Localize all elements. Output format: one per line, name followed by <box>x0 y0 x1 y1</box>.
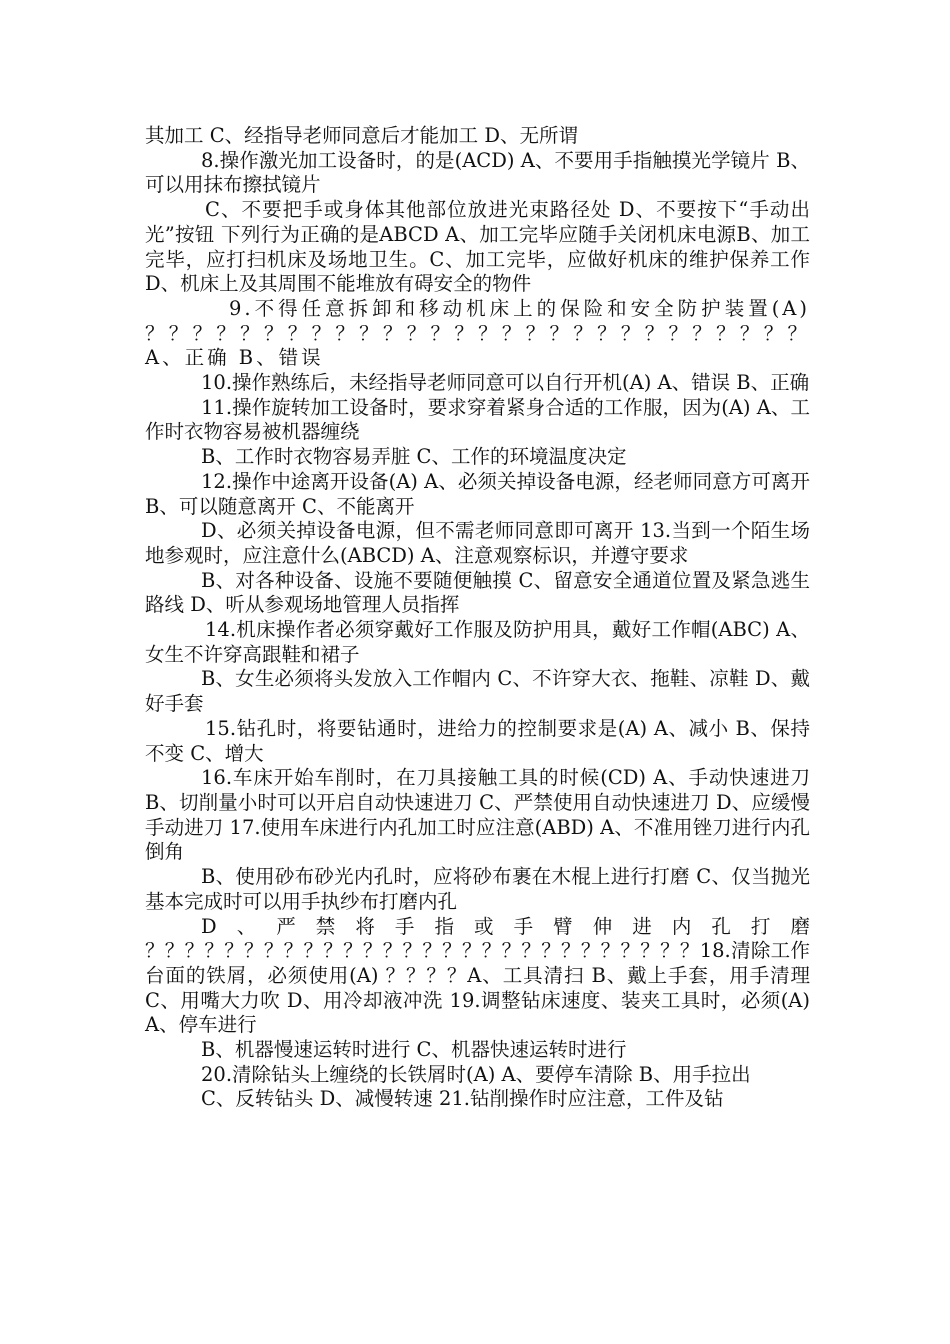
question-9: 9.不得任意拆卸和移动机床上的保险和安全防护装置(A) ？？？？？？？？？？？？？？？？？？？？？？？？？？？？A、正确 B、错误 <box>145 296 810 370</box>
question-17-18-19: D、严禁将手指或手臂伸进内孔打磨 ？？？？？？？？？？？？？？？？？？？？？？？？？？？？18.清除工作台面的铁屑，必须使用(A) ？？？？A、工具清扫 B、戴上手套，用手清理 C、用嘴大力吹 D、用冷却液冲洗 19.调整钻床速度、装夹工具时，必须(A) A、停车进行 <box>145 914 810 1037</box>
question-8-options: C、不要把手或身体其他部位放进光束路径处 D、不要按下“手动出光”按钮 下列行为正确的是ABCD A、加工完毕应随手关闭机床电源B、加工完毕，应打扫机床及场地卫生。C、加工完毕，应做好机床的维护保养工作D、机床上及其周围不能堆放有碍安全的物件 <box>145 198 810 296</box>
question-15: 15.钻孔时，将要钻通时，进给力的控制要求是(A) A、减小 B、保持不变 C、增大 <box>145 716 810 765</box>
question-14-options: B、女生必须将头发放入工作帽内 C、不许穿大衣、拖鞋、凉鞋 D、戴好手套 <box>145 667 810 716</box>
question-8: 8.操作激光加工设备时，的是(ACD) A、不要用手指触摸光学镜片 B、可以用抹布擦拭镜片 <box>145 148 810 197</box>
question-20-21: C、反转钻头 D、减慢转速 21.钻削操作时应注意，工件及钻 <box>201 1087 724 1111</box>
question-13-options: B、对各种设备、设施不要随便触摸 C、留意安全通道位置及紧急逃生路线 D、听从参观场地管理人员指挥 <box>145 568 810 617</box>
question-14: 14.机床操作者必须穿戴好工作服及防护用具，戴好工作帽(ABC) A、女生不许穿高跟鞋和裙子 <box>145 618 810 666</box>
question-17-options: B、使用砂布砂光内孔时，应将砂布裹在木棍上进行打磨 C、仅当抛光基本完成时可以用手执纱布打磨内孔 <box>145 865 810 913</box>
question-19-options: B、机器慢速运转时进行 C、机器快速运转时进行 <box>201 1038 627 1062</box>
question-11-options: B、工作时衣物容易弄脏 C、工作的环境温度决定 <box>201 445 627 469</box>
question-12: 12.操作中途离开设备(A) A、必须关掉设备电源，经老师同意方可离开 B、可以随意离开 C、不能离开 <box>145 469 810 518</box>
question-12-13: D、必须关掉设备电源，但不需老师同意即可离开 13.当到一个陌生场地参观时，应注意什么(ABCD) A、注意观察标识，并遵守要求 <box>145 519 810 567</box>
question-11: 11.操作旋转加工设备时，要求穿着紧身合适的工作服，因为(A) A、工作时衣物容易被机器缠绕 <box>145 395 810 444</box>
question-10: 10.操作熟练后，未经指导老师同意可以自行开机(A) A、错误 B、正确 <box>201 371 810 395</box>
document-body <box>145 124 810 1112</box>
paragraph-continuation-7: 其加工 C、经指导老师同意后才能加工 D、无所谓 <box>145 124 578 147</box>
question-20: 20.清除钻头上缠绕的长铁屑时(A) A、要停车清除 B、用手拉出 <box>201 1062 751 1086</box>
question-16-17: 16.车床开始车削时，在刀具接触工具的时候(CD) A、手动快速进刀 B、切削量小时可以开启自动快速进刀 C、严禁使用自动快速进刀 D、应缓慢手动进刀 17.使用车床进行内孔加工时应注意(ABD) A、不准用锉刀进行内孔倒角 <box>145 766 810 864</box>
